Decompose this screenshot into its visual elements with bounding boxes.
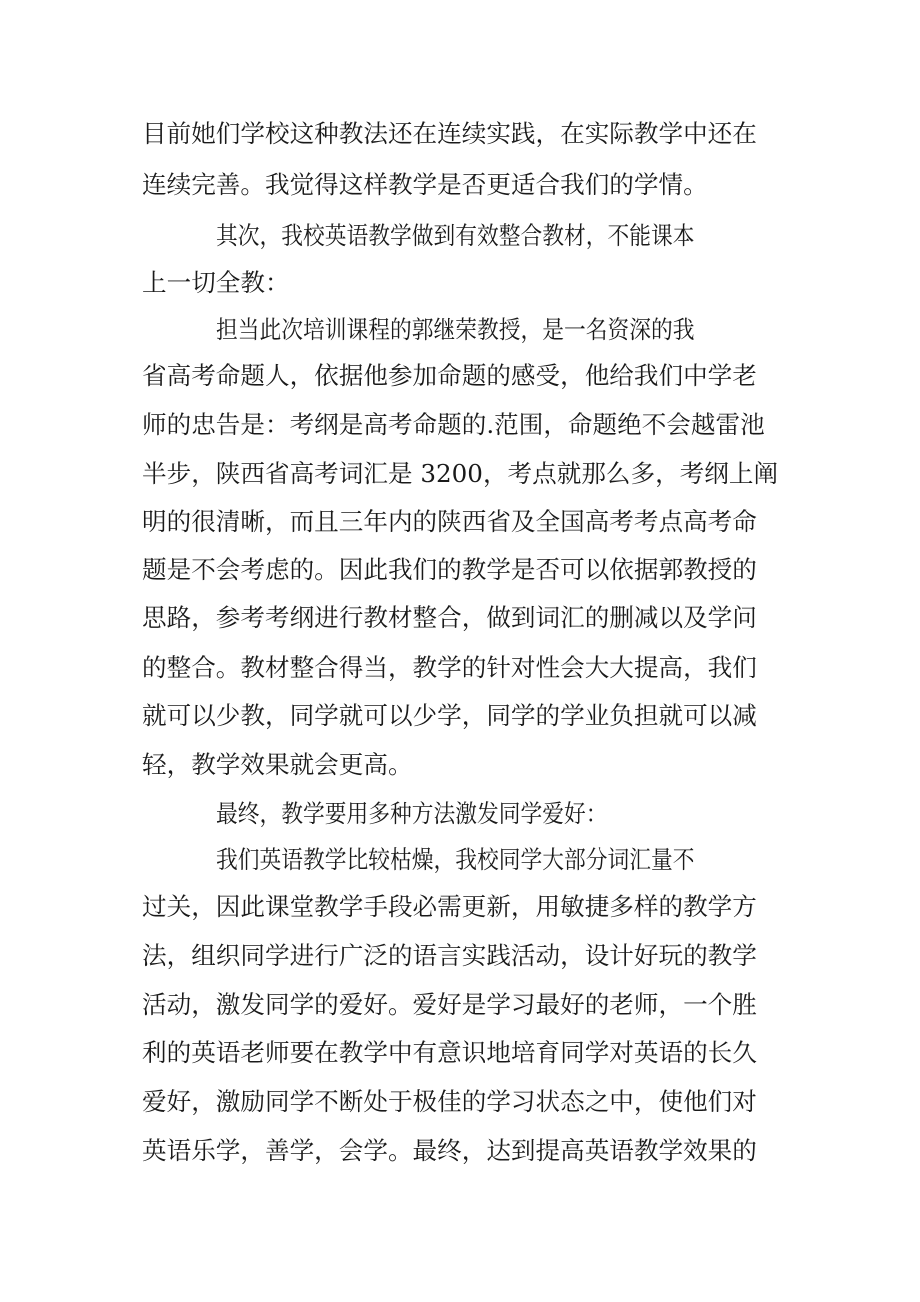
text-line: 英语乐学，善学，会学。最终，达到提高英语教学效果的 [142,1136,757,1165]
text-line: 明的很清晰，而且三年内的陕西省及全国高考考点高考命 [142,507,757,536]
text-line: 过关，因此课堂教学手段必需更新，用敏捷多样的教学方 [142,892,757,921]
paragraph-start-line: 我们英语教学比较枯燥，我校同学大部分词汇量不 [216,845,695,874]
text-line: 目前她们学校这种教法还在连续实践，在实际教学中还在 [142,119,757,148]
text-line: 半步，陕西省高考词汇是 3200，考点就那么多，考纲上阐 [142,459,779,488]
text-line: 就可以少教，同学就可以少学，同学的学业负担就可以减 [142,701,757,730]
paragraph-start-line: 其次，我校英语教学做到有效整合教材，不能课本 [216,221,695,250]
text-line: 爱好，激励同学不断处于极佳的学习状态之中，使他们对 [142,1087,757,1116]
text-line: 上一切全教： [142,268,290,297]
text-line: 师的忠告是：考纲是高考命题的.范围，命题绝不会越雷池 [142,410,765,439]
text-line: 题是不会考虑的。因此我们的教学是否可以依据郭教授的 [142,555,757,584]
text-line: 活动，激发同学的爱好。爱好是学习最好的老师，一个胜 [142,990,757,1019]
text-line: 法，组织同学进行广泛的语言实践活动，设计好玩的教学 [142,941,757,970]
paragraph-start-line: 担当此次培训课程的郭继荣教授，是一名资深的我 [216,315,695,344]
text-line: 连续完善。我觉得这样教学是否更适合我们的学情。 [142,170,708,199]
paragraph-start-line: 最终，教学要用多种方法激发同学爱好： [216,799,608,828]
text-line: 轻，教学效果就会更高。 [142,750,413,779]
text-line: 思路，参考考纲进行教材整合，做到词汇的删减以及学问 [142,603,757,632]
text-line: 的整合。教材整合得当，教学的针对性会大大提高，我们 [142,653,757,682]
text-line: 利的英语老师要在教学中有意识地培育同学对英语的长久 [142,1038,757,1067]
text-line: 省高考命题人，依据他参加命题的感受，他给我们中学老 [142,361,757,390]
